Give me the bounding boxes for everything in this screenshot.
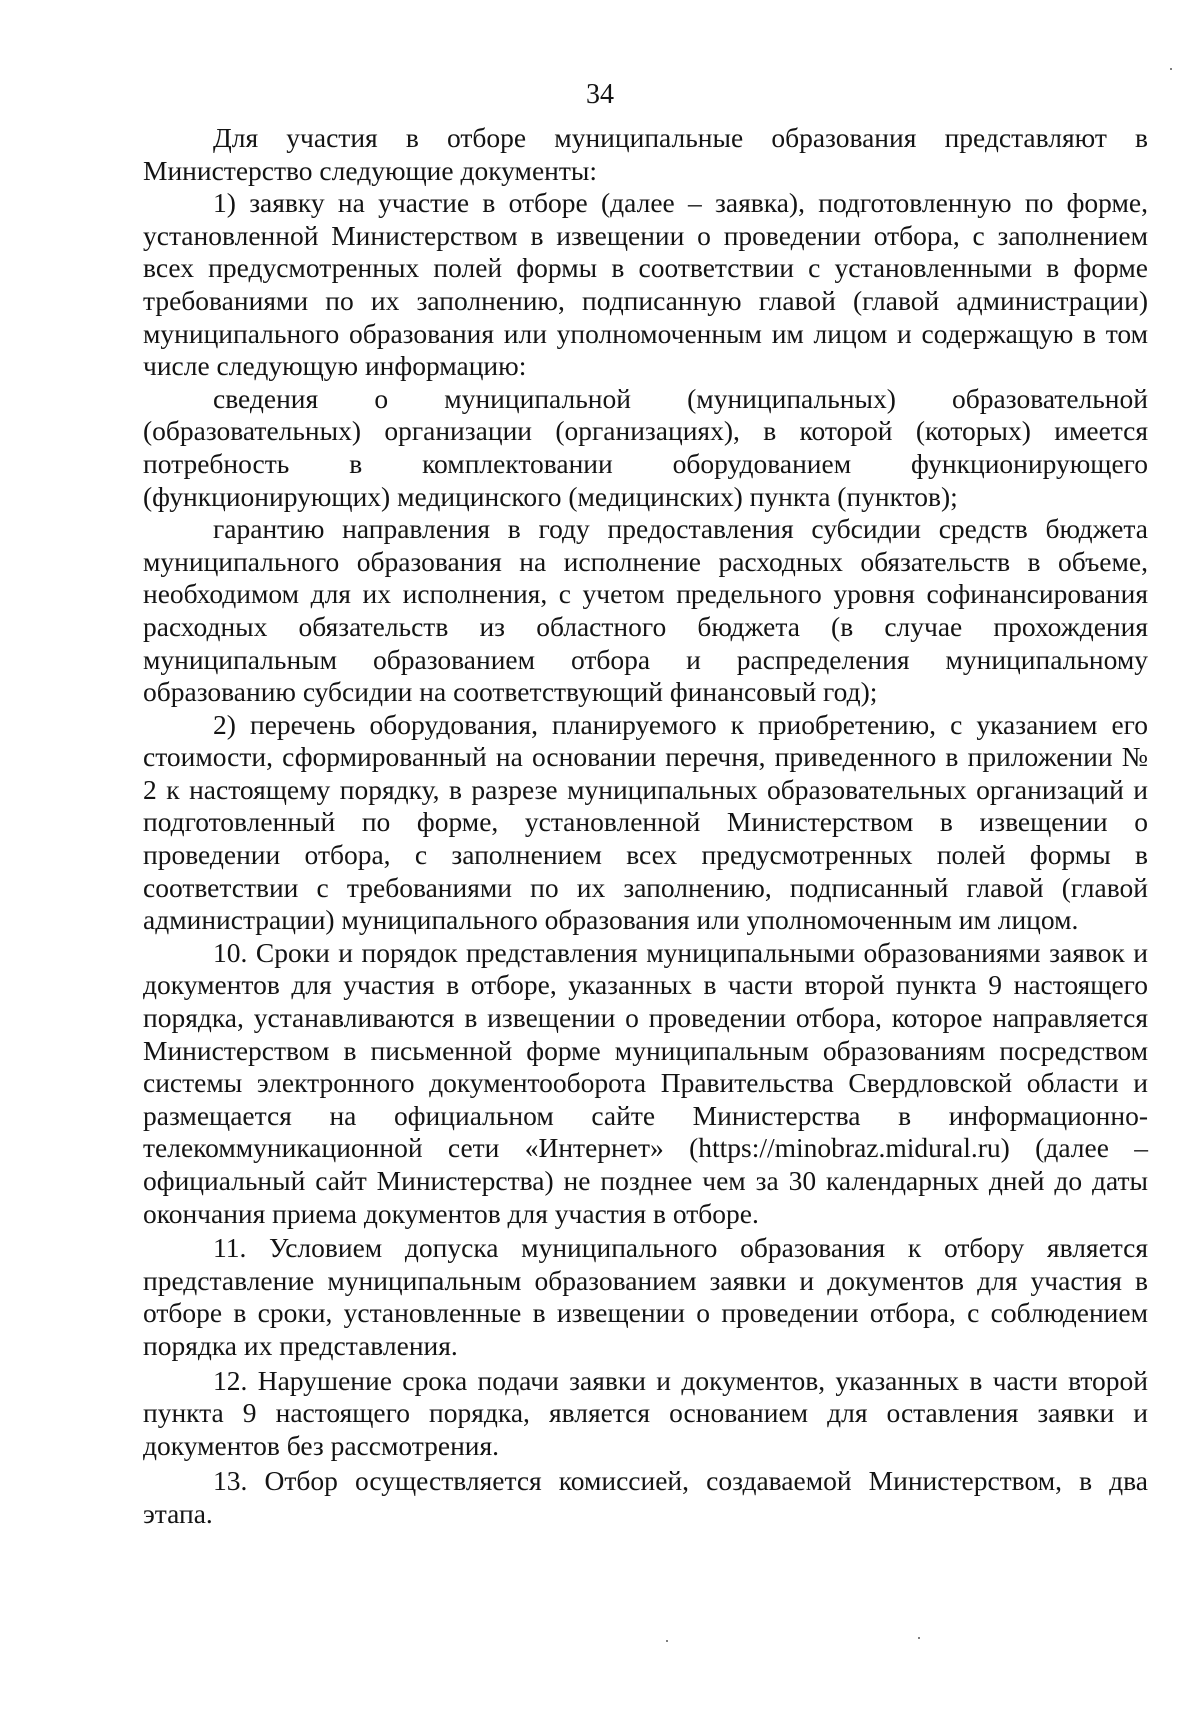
page-number: 34 — [586, 79, 614, 110]
scan-speck — [666, 1640, 668, 1642]
paragraph-item-2: 2) перечень оборудования, планируемого к приобретению, с указанием его стоимости, сформированный на основании перечня, приведенного в приложении № 2 к настоящему порядку, в разрезе муниципальных образовательных организаций и подготовленный по форме, установленной Министерством в извещении о проведении отбора, с заполнением всех предусмотренных полей формы в соответствии с требованиями по их заполнению, подписанный главой (главой администрации) муниципального образования или уполномоченным им лицом. — [143, 708, 1148, 936]
paragraph-clause-11: 11. Условием допуска муниципального образования к отбору является представление муниципальным образованием заявки и документов для участия в отборе в сроки, установленные в извещении о проведении отбора, с соблюдением порядка их представления. — [143, 1232, 1148, 1361]
document-body — [143, 122, 1148, 1531]
scan-speck — [918, 1637, 920, 1639]
paragraph-clause-13: 13. Отбор осуществляется комиссией, создаваемой Министерством, в два этапа. — [143, 1465, 1148, 1529]
paragraph-intro: Для участия в отборе муниципальные образования представляют в Министерство следующие документы: — [143, 122, 1148, 186]
paragraph-budget-guarantee: гарантию направления в году предоставления субсидии средств бюджета муниципального образования на исполнение расходных обязательств в объеме, необходимом для их исполнения, с учетом предельного уровня софинансирования расходных обязательств из областного бюджета (в случае прохождения муниципальным образованием отбора и распределения муниципальному образованию субсидии на соответствующий финансовый год); — [143, 513, 1148, 708]
paragraph-clause-12: 12. Нарушение срока подачи заявки и документов, указанных в части второй пункта 9 настоящего порядка, является основанием для оставления заявки и документов без рассмотрения. — [143, 1364, 1148, 1461]
paragraph-clause-10: 10. Сроки и порядок представления муниципальными образованиями заявок и документов для участия в отборе, указанных в части второй пункта 9 настоящего порядка, устанавливаются в извещении о проведении отбора, которое направляется Министерством в письменной форме муниципальным образованиям посредством системы электронного документооборота Правительства Свердловской области и размещается на официальном сайте Министерства в информационно-телекоммуникационной сети «Интернет» (https://minobraz.midural.ru) (далее – официальный сайт Министерства) не позднее чем за 30 календарных дней до даты окончания приема документов для участия в отборе. — [143, 936, 1148, 1229]
scan-speck — [1170, 68, 1172, 70]
paragraph-item-1: 1) заявку на участие в отборе (далее – заявка), подготовленную по форме, установленной Министерством в извещении о проведении отбора, с заполнением всех предусмотренных полей формы в соответствии с установленными в форме требованиями по их заполнению, подписанную главой (главой администрации) муниципального образования или уполномоченным им лицом и содержащую в том числе следующую информацию: — [143, 187, 1148, 382]
paragraph-organization-info: сведения о муниципальной (муниципальных) образовательной (образовательных) организации (организациях), в которой (которых) имеется потребность в комплектовании оборудованием функционирующего (функционирующих) медицинского (медицинских) пункта (пунктов); — [143, 382, 1148, 512]
